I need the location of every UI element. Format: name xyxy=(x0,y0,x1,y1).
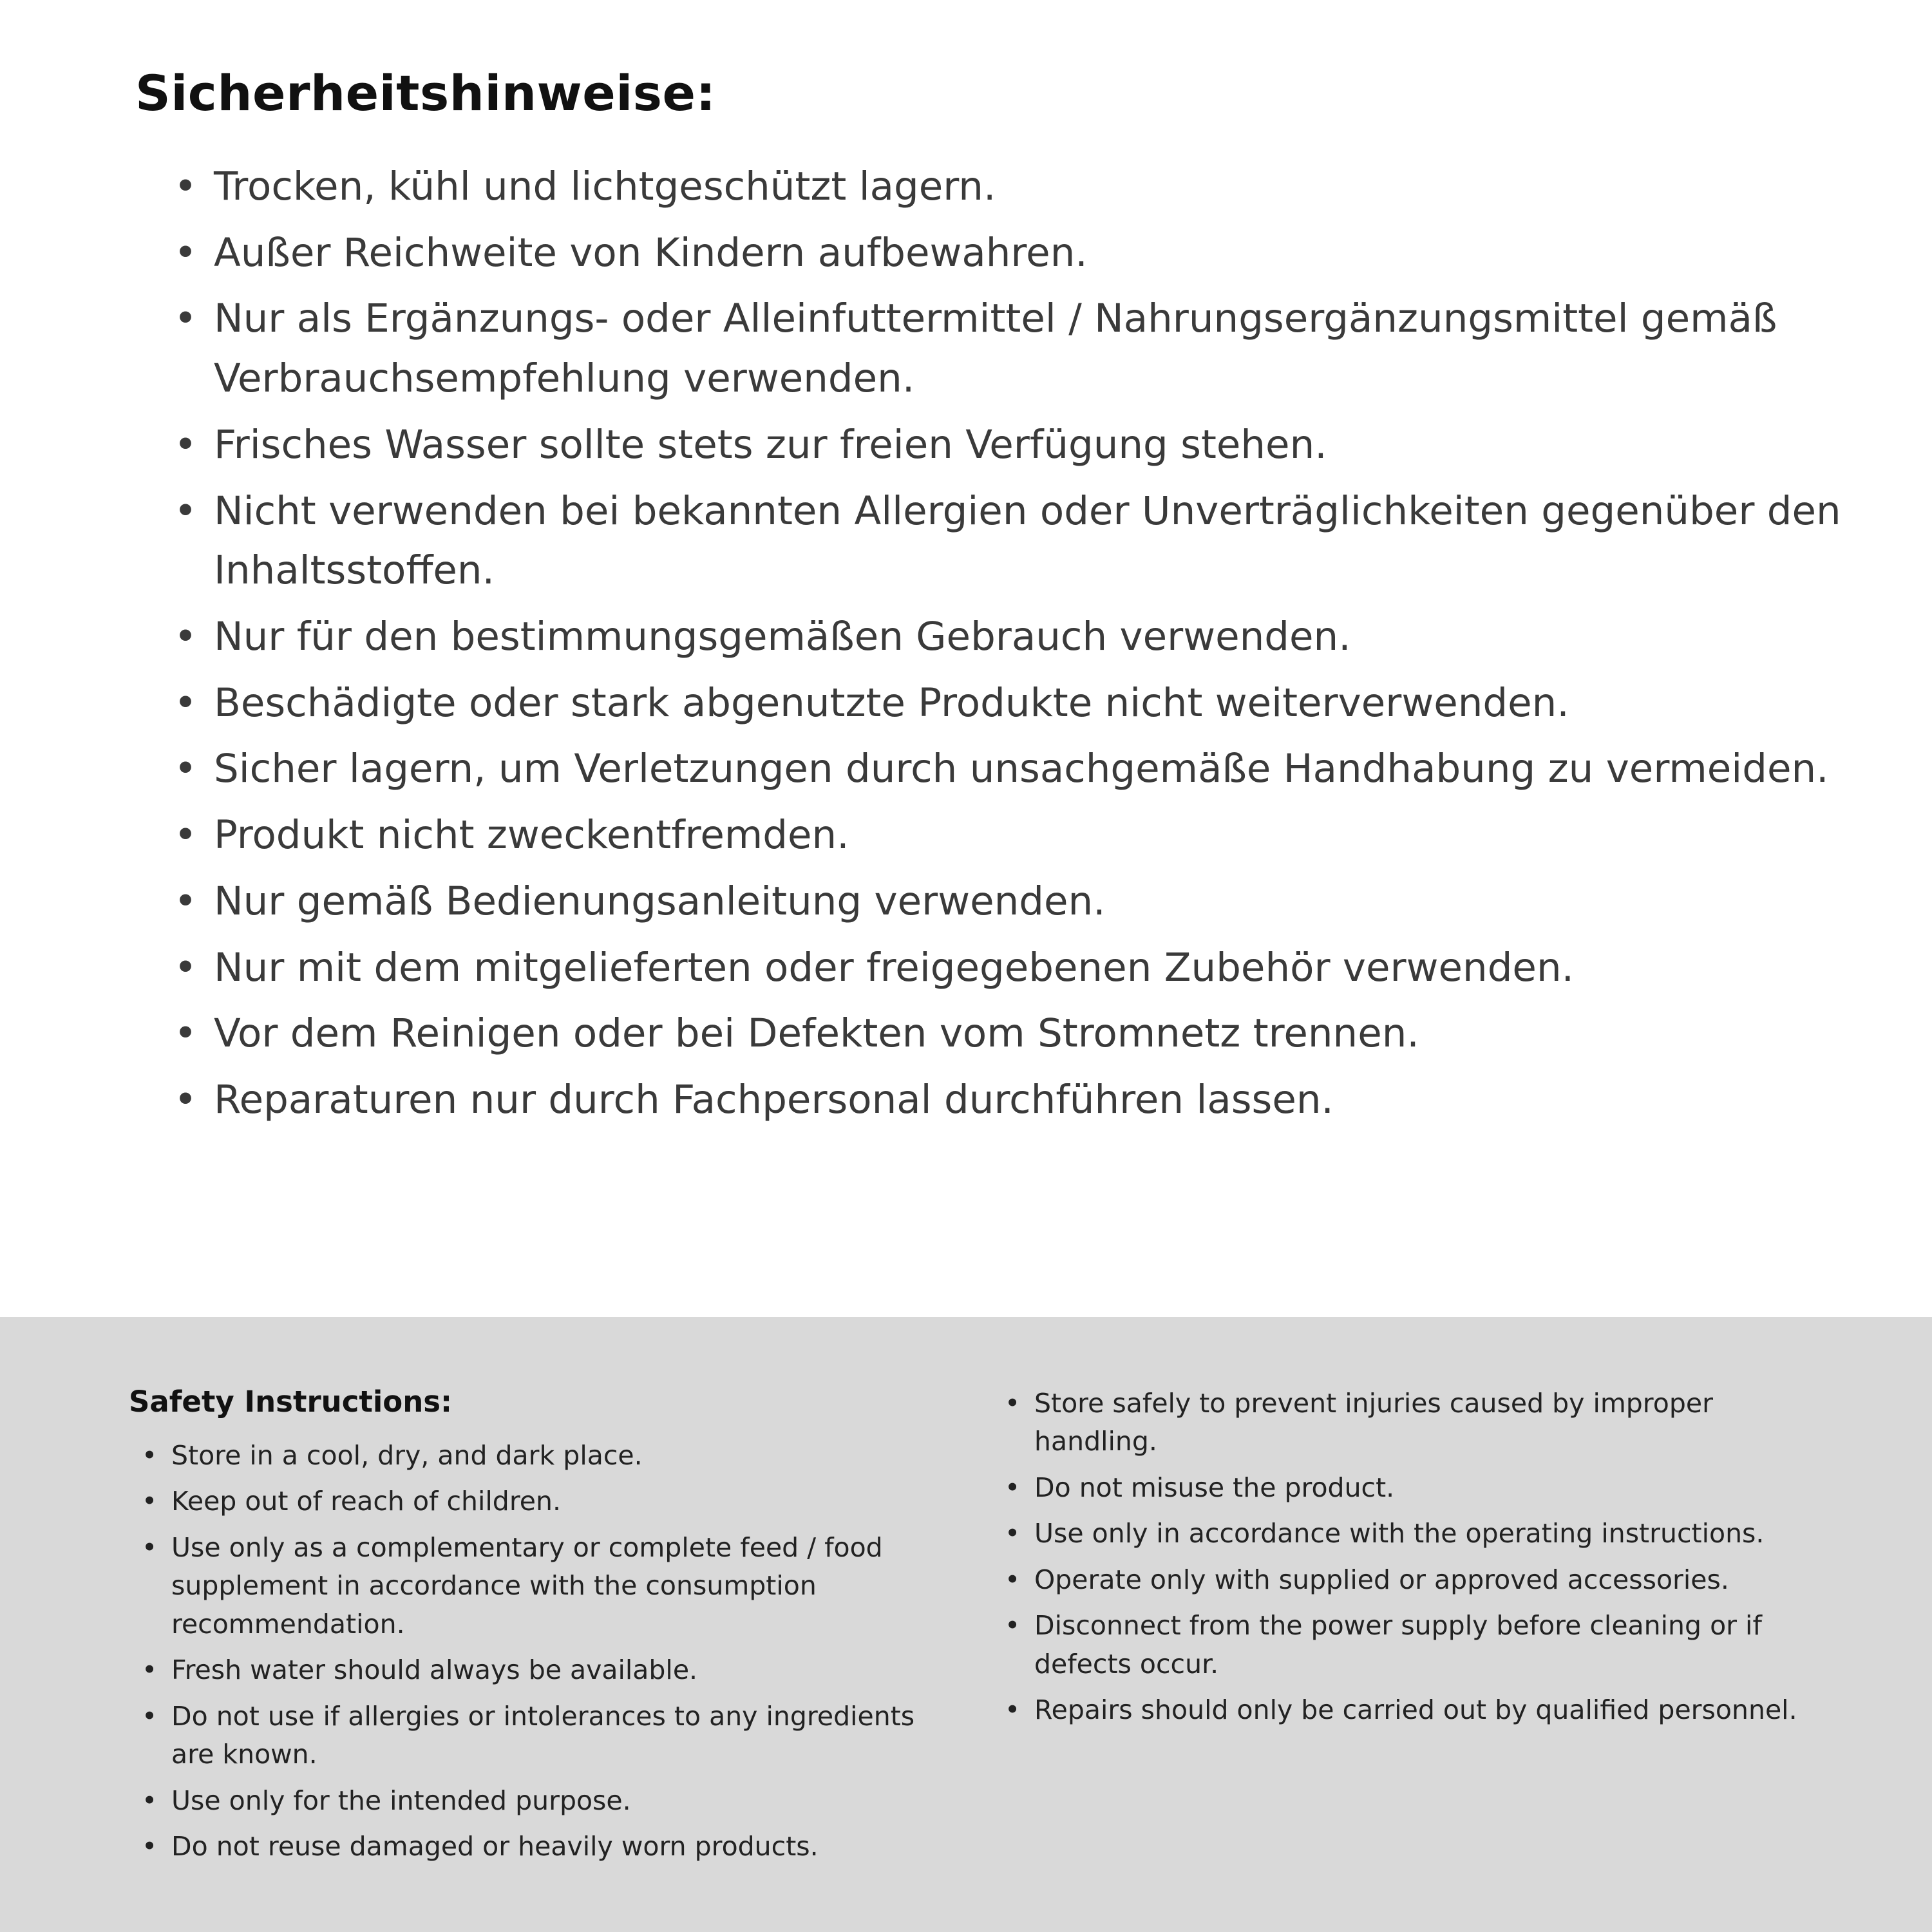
list-item: • Trocken, kühl und lichtgeschützt lagern. xyxy=(174,157,1855,217)
list-item: • Store in a cool, dry, and dark place. xyxy=(142,1437,947,1475)
german-instructions-list xyxy=(135,157,1855,1130)
list-item: • Nur für den bestimmungsgemäßen Gebrauch verwenden. xyxy=(174,607,1855,667)
list-item: • Sicher lagern, um Verletzungen durch unsachgemäße Handhabung zu vermeiden. xyxy=(174,739,1855,799)
english-instructions-list-right xyxy=(1005,1385,1823,1730)
english-left-column xyxy=(129,1385,947,1873)
english-heading: Safety Instructions: xyxy=(129,1385,453,1419)
list-item: • Do not reuse damaged or heavily worn products. xyxy=(142,1828,947,1866)
list-item: • Fresh water should always be available. xyxy=(142,1651,947,1689)
list-item: • Nur als Ergänzungs- oder Alleinfuttermittel / Nahrungsergänzungsmittel gemäß Verbrauchsempfehlung verwenden. xyxy=(174,289,1855,408)
list-item: • Keep out of reach of children. xyxy=(142,1482,947,1520)
list-item: • Disconnect from the power supply before cleaning or if defects occur. xyxy=(1005,1607,1823,1683)
list-item: • Do not misuse the product. xyxy=(1005,1469,1823,1507)
list-item: • Nur gemäß Bedienungsanleitung verwenden. xyxy=(174,872,1855,932)
list-item: • Use only for the intended purpose. xyxy=(142,1782,947,1820)
list-item: • Beschädigte oder stark abgenutzte Produkte nicht weiterverwenden. xyxy=(174,674,1855,734)
list-item: • Reparaturen nur durch Fachpersonal durchführen lassen. xyxy=(174,1070,1855,1130)
list-item: • Außer Reichweite von Kindern aufbewahren. xyxy=(174,223,1855,283)
german-heading: Sicherheitshinweise: xyxy=(135,64,716,122)
list-item: • Use only as a complementary or complete feed / food supplement in accordance with the consumption recommendation. xyxy=(142,1529,947,1643)
list-item: • Nur mit dem mitgelieferten oder freigegebenen Zubehör verwenden. xyxy=(174,938,1855,998)
list-item: • Nicht verwenden bei bekannten Allergien oder Unverträglichkeiten gegenüber den Inhaltsstoffen. xyxy=(174,482,1855,601)
list-item: • Vor dem Reinigen oder bei Defekten vom Stromnetz trennen. xyxy=(174,1004,1855,1064)
list-item: • Repairs should only be carried out by qualified personnel. xyxy=(1005,1691,1823,1729)
list-item: • Frisches Wasser sollte stets zur freien Verfügung stehen. xyxy=(174,415,1855,475)
english-section xyxy=(0,1317,1932,1932)
list-item: • Use only in accordance with the operating instructions. xyxy=(1005,1515,1823,1553)
list-item: • Produkt nicht zweckentfremden. xyxy=(174,806,1855,866)
list-item: • Store safely to prevent injuries caused by improper handling. xyxy=(1005,1385,1823,1461)
list-item: • Operate only with supplied or approved accessories. xyxy=(1005,1561,1823,1599)
english-instructions-list-left xyxy=(129,1437,947,1866)
list-item: • Do not use if allergies or intolerances to any ingredients are known. xyxy=(142,1698,947,1774)
english-right-column xyxy=(1005,1385,1823,1738)
